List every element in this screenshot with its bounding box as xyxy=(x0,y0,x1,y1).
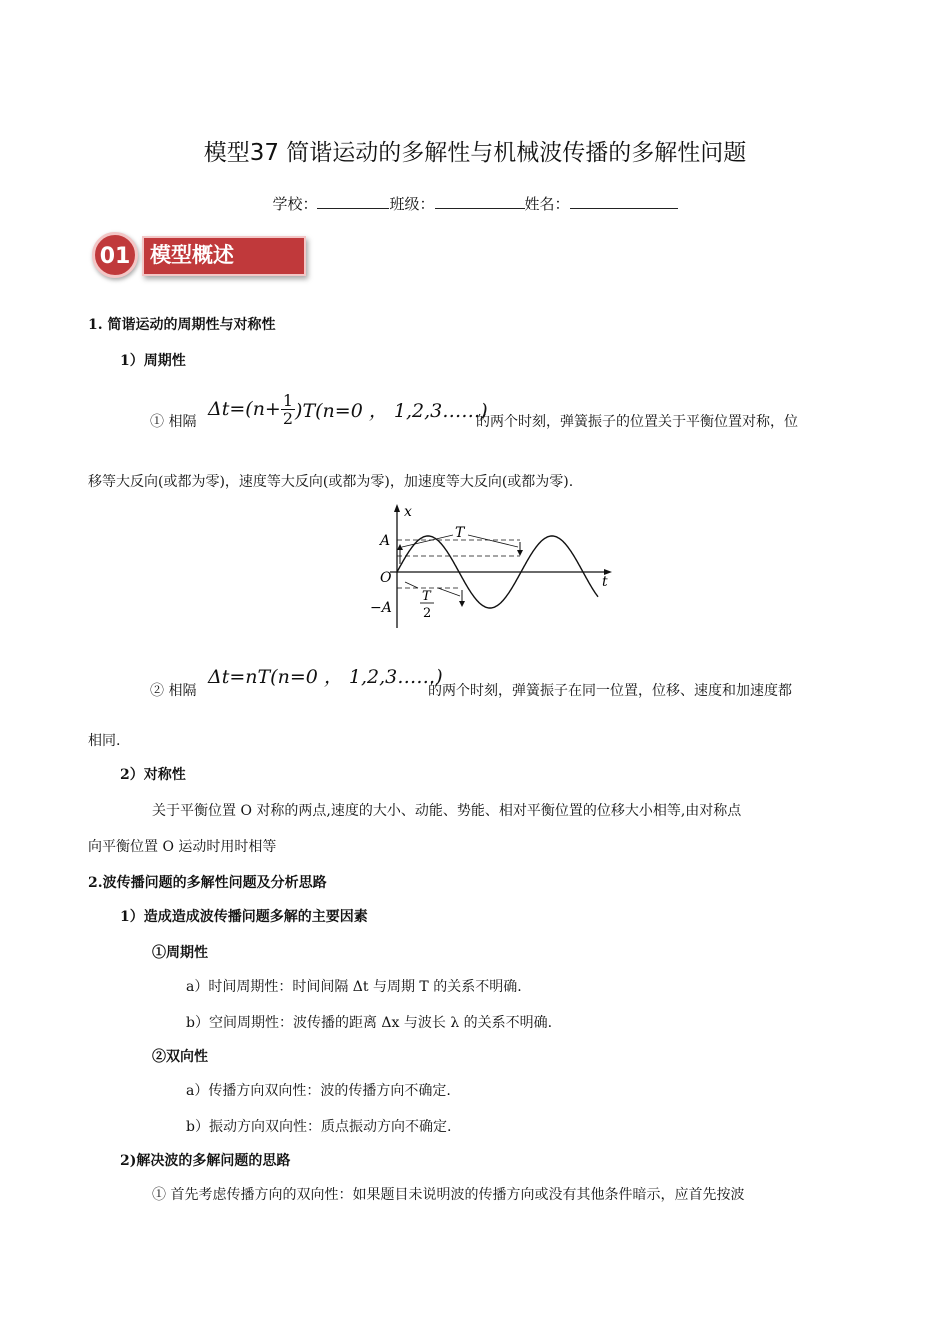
label-negA: −A xyxy=(370,600,392,616)
item1-line2: 移等大反向(或都为零)，速度等大反向(或都为零)，加速度等大反向(或都为零). xyxy=(88,474,574,490)
section-number: 01 xyxy=(92,232,138,278)
label-A: A xyxy=(380,533,391,549)
item2-line2: 相同. xyxy=(88,733,121,749)
frac-den: 2 xyxy=(282,408,294,428)
item1-formula-a: Δt=(n+ xyxy=(208,398,281,420)
periodicity-heading: 1）周期性 xyxy=(120,353,186,369)
item1-formula-b: )T(n=0 ， 1,2,3……) xyxy=(295,399,488,422)
T-leader-right xyxy=(468,535,518,547)
propagation-direction: a）传播方向双向性：波的传播方向不确定. xyxy=(186,1083,451,1099)
solution-idea1: ① 首先考虑传播方向的双向性：如果题目未说明波的传播方向或没有其他条件暗示，应首先按波 xyxy=(152,1187,745,1203)
section-badge xyxy=(92,232,314,280)
section1-heading: 1. 简谐运动的周期性与对称性 xyxy=(88,317,276,333)
item2-prefix: ② 相隔 xyxy=(150,683,197,699)
vibration-direction: b）振动方向双向性：质点振动方向不确定. xyxy=(186,1119,452,1135)
space-periodicity: b）空间周期性：波传播的距离 Δx 与波长 λ 的关系不明确. xyxy=(186,1015,553,1031)
item1-prefix: ① 相隔 xyxy=(150,414,197,430)
label-t: t xyxy=(602,574,608,590)
arrowhead-b xyxy=(517,550,523,556)
item1-suffix: 的两个时刻，弹簧振子的位置关于平衡位置对称，位 xyxy=(476,414,798,430)
section2-heading: 2.波传播问题的多解性问题及分析思路 xyxy=(88,875,327,891)
label-x: x xyxy=(404,504,412,520)
half-fraction xyxy=(281,392,295,427)
item1-formula xyxy=(208,386,488,432)
class-label: 班级： xyxy=(389,195,435,213)
item2-formula: Δt=nT(n=0 ， 1,2,3……) xyxy=(208,666,443,688)
frac-num: 1 xyxy=(282,390,294,410)
time-periodicity: a）时间周期性：时间间隔 Δt 与周期 T 的关系不明确. xyxy=(186,979,522,995)
name-label: 姓名： xyxy=(524,195,570,213)
period-heading: ①周期性 xyxy=(152,945,208,961)
name-field[interactable] xyxy=(570,192,678,209)
symmetry-heading: 2）对称性 xyxy=(120,767,186,783)
class-field[interactable] xyxy=(435,192,525,209)
factors-heading: 1）造成造成波传播问题多解的主要因素 xyxy=(120,909,368,925)
halfT-leader-right xyxy=(438,588,460,596)
school-field[interactable] xyxy=(317,192,389,209)
bidirection-heading: ②双向性 xyxy=(152,1049,208,1065)
symmetry-line1: 关于平衡位置 O 对称的两点,速度的大小、动能、势能、相对平衡位置的位移大小相等,由对称点 xyxy=(152,803,742,819)
halfT-leader-left xyxy=(405,582,418,588)
school-label: 学校： xyxy=(272,195,318,213)
shm-graph xyxy=(360,500,620,630)
arrowhead-c xyxy=(459,601,465,607)
label-halfT-den: 2 xyxy=(423,606,432,621)
T-leader-left xyxy=(402,535,453,547)
student-info-fields xyxy=(0,192,950,214)
label-O: O xyxy=(380,570,392,586)
symmetry-line2: 向平衡位置 O 运动时用时相等 xyxy=(88,839,277,855)
solution-heading: 2)解决波的多解问题的思路 xyxy=(120,1153,291,1169)
page-title: 模型37 简谐运动的多解性与机械波传播的多解性问题 xyxy=(203,140,747,166)
item2-suffix: 的两个时刻，弹簧振子在同一位置，位移、速度和加速度都 xyxy=(428,683,792,699)
x-axis-arrow xyxy=(394,504,400,512)
label-T: T xyxy=(455,525,465,541)
section-label: 模型概述 xyxy=(142,236,306,276)
label-halfT-num: T xyxy=(422,589,431,604)
